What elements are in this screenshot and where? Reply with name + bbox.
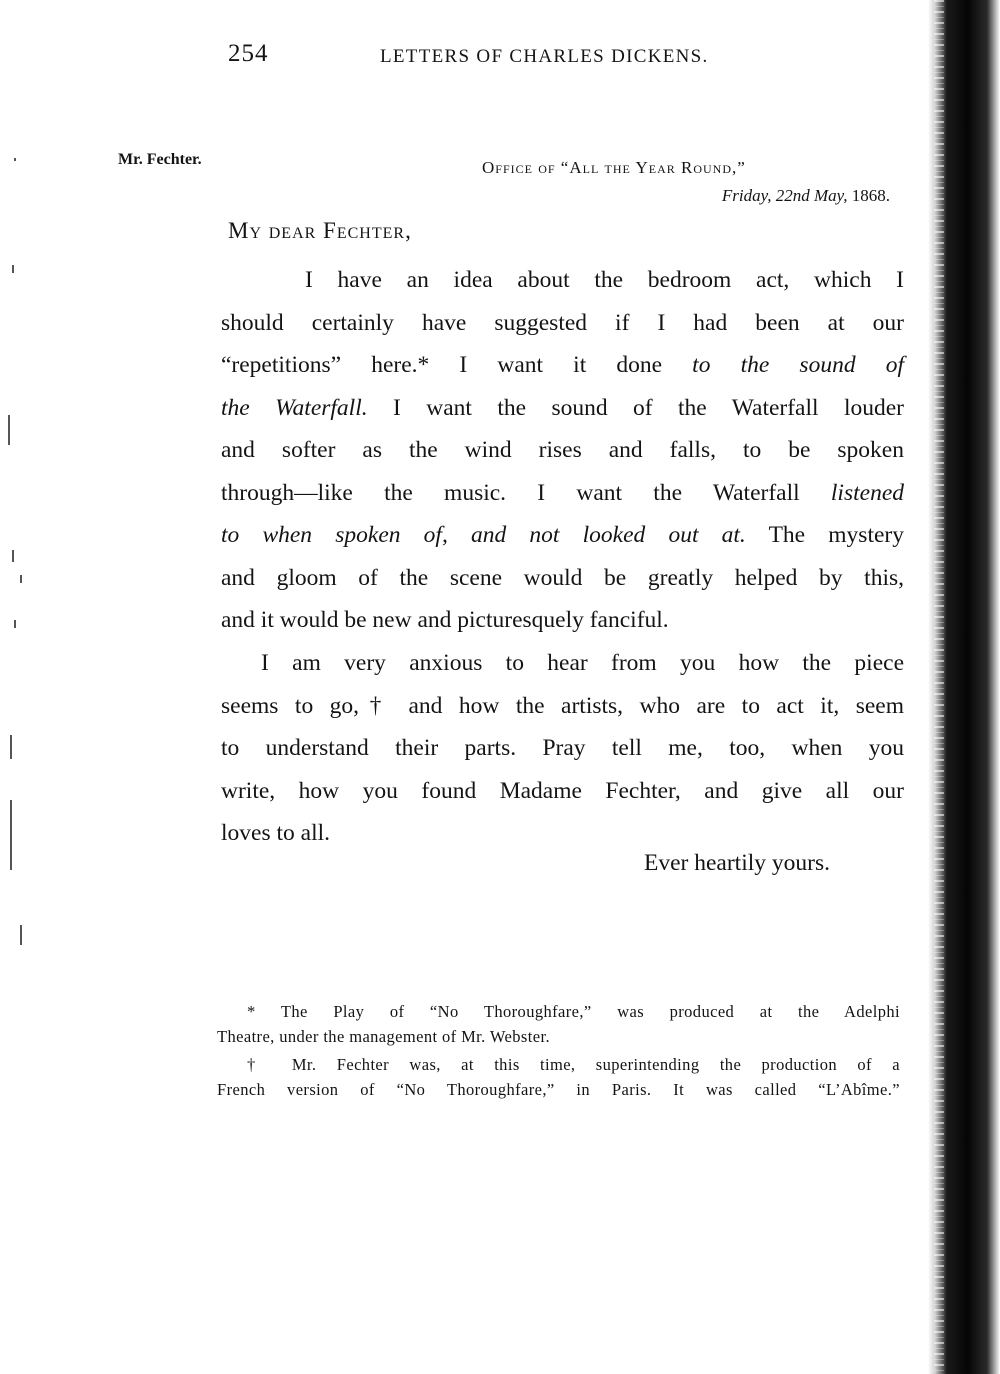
text-line: and gloom of the scene would be greatly helped by this,	[221, 564, 904, 591]
text-line	[221, 387, 904, 430]
page-number: 254	[228, 40, 269, 67]
scan-page-edge	[928, 0, 1000, 1374]
text-line: should certainly have suggested if I had been at our	[221, 309, 904, 336]
italic-run: to when spoken of, and not looked out at.	[221, 522, 746, 548]
text-line: seems to go,† and how the artists, who are to act it, seem	[221, 692, 904, 719]
text-line: and softer as the wind rises and falls, to be spoken	[221, 437, 904, 463]
italic-run: the Waterfall.	[221, 394, 368, 421]
letter-closing: Ever heartily yours.	[644, 850, 830, 876]
footnote-line: French version of “No Thoroughfare,” in Paris. It was called “L’Abîme.”	[217, 1080, 900, 1099]
text-line	[221, 472, 904, 515]
scan-gutter-marks	[2, 150, 26, 970]
text-run: through—like the music. I want the Waterfall	[221, 479, 831, 506]
footnote-line: Theatre, under the management of Mr. Webster.	[217, 1027, 550, 1046]
date-day: Friday,	[721, 186, 772, 205]
text-line	[221, 514, 904, 557]
letter-address: Office of “All the Year Round,”	[482, 158, 746, 177]
text-line: I have an idea about the bedroom act, which I	[305, 267, 904, 293]
footnote-line: † Mr. Fechter was, at this time, superintending the production of a	[247, 1055, 900, 1074]
salutation: My dear Fechter,	[228, 218, 412, 243]
text-line: and it would be new and picturesquely fanciful.	[221, 607, 669, 633]
text-line: write, how you found Madame Fechter, and give all our	[221, 777, 904, 804]
text-line: to understand their parts. Pray tell me, too, when you	[221, 735, 904, 761]
footnote-1	[217, 999, 900, 1049]
date-date: 22nd May,	[775, 186, 848, 205]
letter-paragraph-1	[221, 259, 904, 642]
text-line: loves to all.	[221, 820, 330, 846]
date-year: 1868.	[851, 186, 890, 205]
letter-paragraph-2	[221, 642, 904, 855]
letter-date	[722, 186, 890, 206]
text-run: I want the sound of the Waterfall louder	[367, 394, 904, 421]
text-line: I am very anxious to hear from you how the piece	[261, 650, 904, 676]
footnote-2	[217, 1052, 900, 1102]
margin-sidenote: Mr. Fechter.	[118, 151, 202, 168]
footnote-line: * The Play of “No Thoroughfare,” was produced at the Adelphi	[247, 1002, 900, 1021]
text-run: “repetitions” here.* I want it done	[221, 352, 693, 378]
italic-run: to the sound of	[692, 352, 904, 378]
text-run: The mystery	[745, 522, 904, 548]
text-line	[221, 344, 904, 387]
running-head: LETTERS OF CHARLES DICKENS.	[380, 46, 709, 67]
italic-run: listened	[830, 479, 904, 506]
